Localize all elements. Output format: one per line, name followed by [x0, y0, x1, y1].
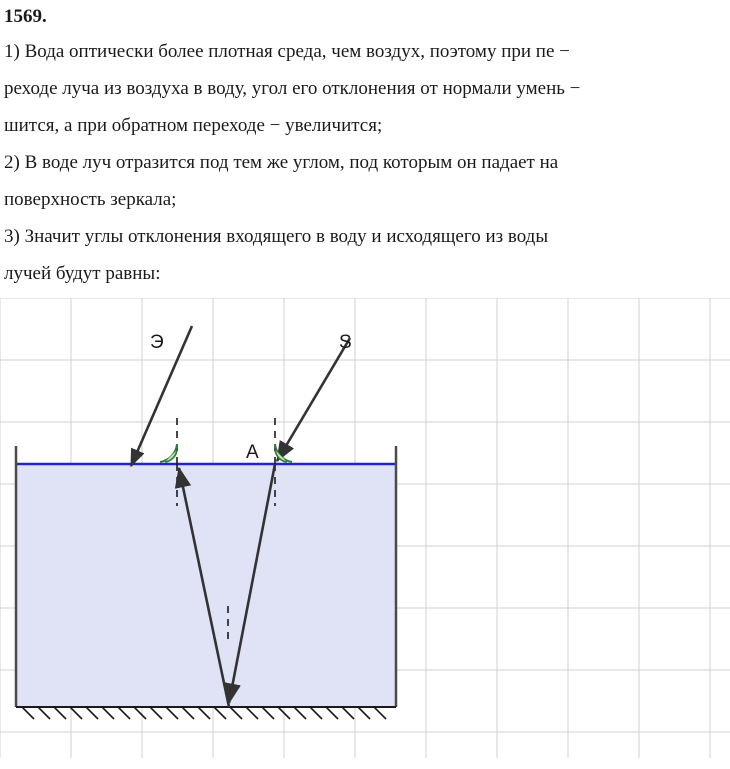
optics-diagram	[0, 298, 730, 758]
solution-line-1: 1) Вода оптически более плотная среда, чем воздух, поэтому при пе −	[4, 40, 570, 62]
figure-container	[0, 298, 730, 758]
label-incident-ray: S	[339, 331, 352, 353]
incident-ray-S	[277, 338, 350, 461]
solution-line-2: реходе луча из воздуха в воду, угол его отклонения от нормали умень −	[4, 77, 581, 99]
label-point-a: A	[246, 441, 259, 463]
solution-line-6: 3) Значит углы отклонения входящего в воду и исходящего из воды	[4, 225, 549, 247]
solution-text	[0, 29, 730, 292]
solution-line-5: поверхность зеркала;	[4, 188, 177, 210]
solution-line-3: шится, а при обратном переходе − увеличится;	[4, 114, 383, 136]
problem-number: 1569.	[4, 6, 47, 27]
solution-line-4: 2) В воде луч отразится под тем же углом, под которым он падает на	[4, 151, 559, 173]
label-outgoing-ray: Э	[150, 331, 164, 353]
water-volume	[16, 464, 396, 707]
mirror-hatching	[22, 707, 386, 719]
solution-line-7: лучей будут равны:	[4, 262, 161, 284]
angle-marker-left	[160, 444, 177, 462]
